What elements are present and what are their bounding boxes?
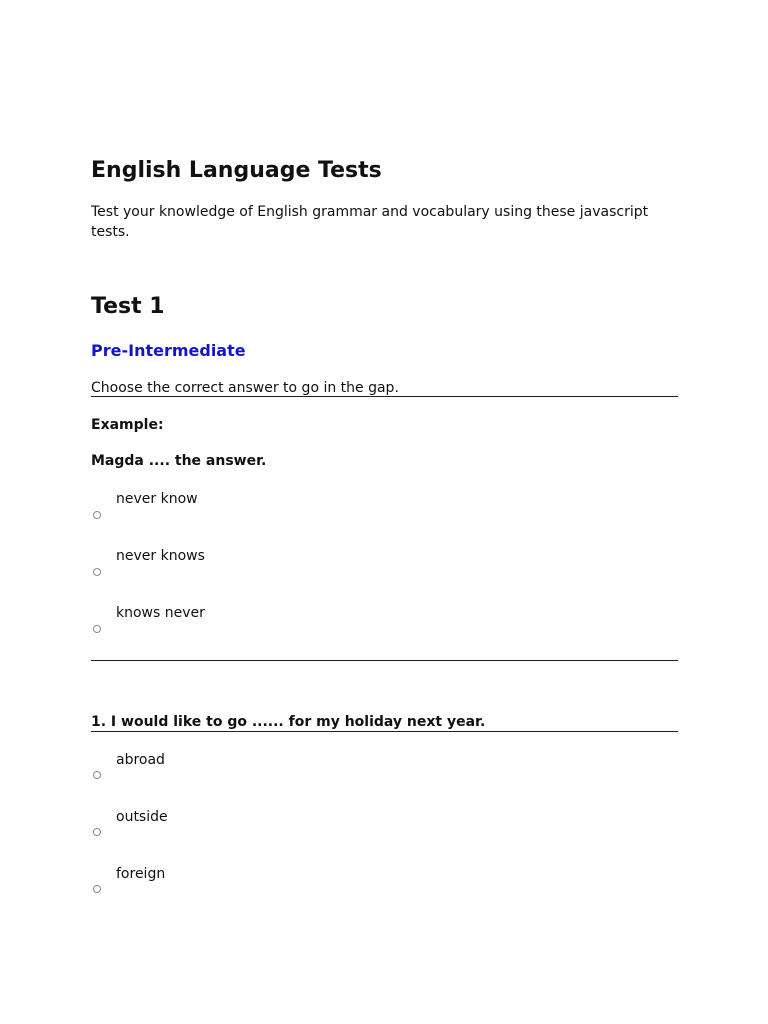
example-option-radio-1[interactable] [93,511,101,519]
example-option-radio-2[interactable] [93,568,101,576]
question-1-option-label-3: foreign [116,866,166,882]
example-option-label-3: knows never [116,605,205,621]
question-1-option-label-2: outside [116,809,168,825]
question-1-text: 1. I would like to go ...... for my holiday next year. [91,714,486,730]
example-label: Example: [91,417,164,433]
example-question: Magda .... the answer. [91,453,267,469]
question-1-option-radio-3[interactable] [93,885,101,893]
instruction-rule [91,396,678,397]
example-option-radio-3[interactable] [93,625,101,633]
example-option-label-1: never know [116,491,198,507]
intro-text: Test your knowledge of English grammar and vocabulary using these javascript tests. [91,204,649,240]
question-1-option-radio-2[interactable] [93,828,101,836]
example-divider [91,660,678,661]
test-title: Test 1 [91,294,165,319]
question-1-option-radio-1[interactable] [93,771,101,779]
page-title: English Language Tests [91,158,382,183]
question-1-rule [91,731,678,732]
question-1-option-label-1: abroad [116,752,165,768]
example-option-label-2: never knows [116,548,205,564]
instruction-text: Choose the correct answer to go in the gap. [91,380,399,396]
level-heading: Pre-Intermediate [91,341,246,360]
